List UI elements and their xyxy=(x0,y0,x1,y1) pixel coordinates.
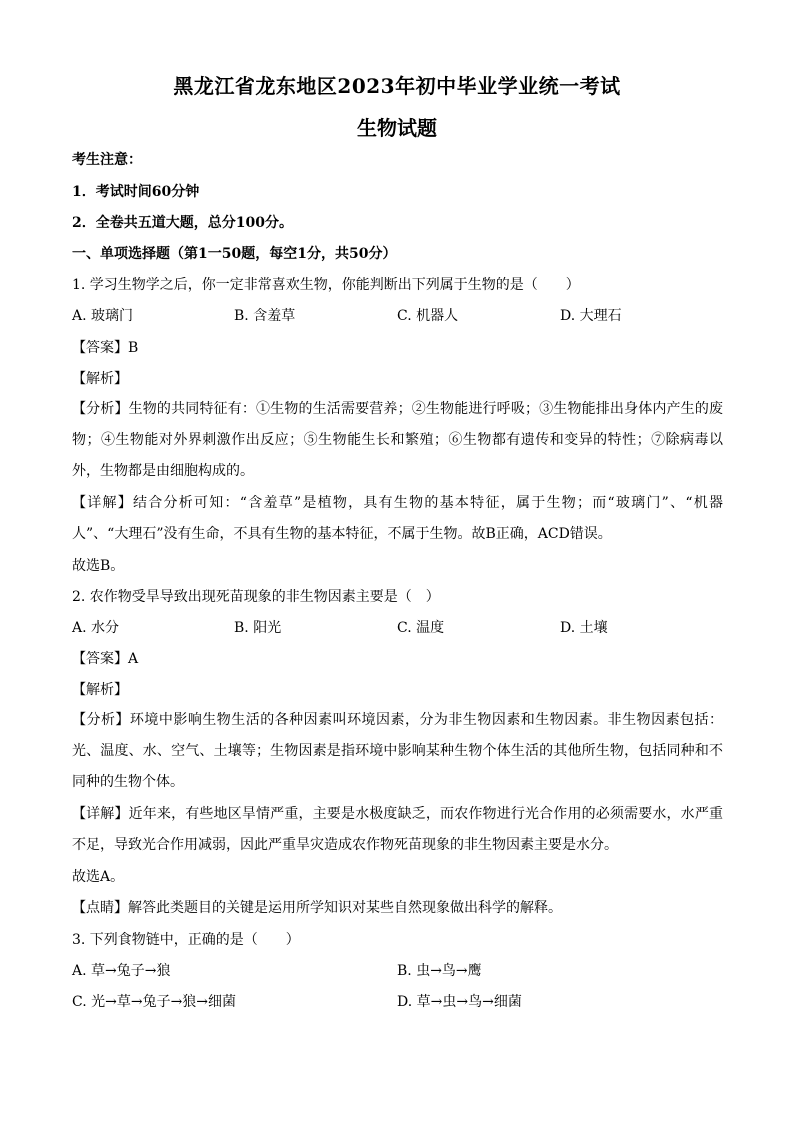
q3-option-a: A. 草→兔子→狼 xyxy=(72,963,171,979)
q2-option-b: B. 阳光 xyxy=(234,620,282,636)
q1-conclusion: 故选B。 xyxy=(72,558,125,574)
q1-option-a: A. 玻璃门 xyxy=(72,308,134,324)
q3-option-c: C. 光→草→兔子→狼→细菌 xyxy=(72,994,237,1010)
q1-option-d: D. 大理石 xyxy=(560,308,622,324)
q2-dianjing: 【点睛】解答此类题目的关键是运用所学知识对某些自然现象做出科学的解释。 xyxy=(72,900,562,916)
exam-title: 黑龙江省龙东地区2023年初中毕业学业统一考试 xyxy=(173,74,621,98)
notice-item-1: 1．考试时间60分钟 xyxy=(72,184,200,200)
q1-answer: 【答案】B xyxy=(72,340,139,356)
q1-option-c: C. 机器人 xyxy=(397,308,459,324)
q3-option-d: D. 草→虫→鸟→细菌 xyxy=(397,994,522,1010)
q1-analysis-label: 【解析】 xyxy=(72,371,128,387)
q2-option-a: A. 水分 xyxy=(72,620,120,636)
notice-item-2: 2．全卷共五道大题，总分100分。 xyxy=(72,215,293,231)
q2-option-d: D. 土壤 xyxy=(560,620,608,636)
section-heading: 一、单项选择题（第1一50题，每空1分，共50分） xyxy=(72,246,397,262)
question-1-stem: 1. 学习生物学之后，你一定非常喜欢生物，你能判断出下列属于生物的是（ ） xyxy=(72,277,580,293)
q2-fenxi: 【分析】环境中影响生物生活的各种因素叫环境因素，分为非生物因素和生物因素。非生物因素包括：光、温度、水、空气、土壤等；生物因素是指环境中影响某种生物个体生活的其他所生物，包括同种和不同种的生物个体。 xyxy=(72,712,723,790)
q2-option-c: C. 温度 xyxy=(397,620,445,636)
question-3-stem: 3. 下列食物链中，正确的是（ ） xyxy=(72,932,300,948)
q1-xiangjie: 【详解】结合分析可知：“含羞草”是植物，具有生物的基本特征，属于生物；而“玻璃门”、“机器人”、“大理石”没有生命，不具有生物的基本特征，不属于生物。故B正确，ACD错误。 xyxy=(72,495,723,542)
exam-subject: 生物试题 xyxy=(357,116,437,140)
q2-conclusion: 故选A。 xyxy=(72,869,125,885)
q1-fenxi: 【分析】生物的共同特征有：①生物的生活需要营养；②生物能进行呼吸；③生物能排出身体内产生的废物；④生物能对外界刺激作出反应；⑤生物能生长和繁殖；⑥生物都有遗传和变异的特性；⑦除病毒以外，生物都是由细胞构成的。 xyxy=(72,401,723,479)
question-2-stem: 2. 农作物受旱导致出现死苗现象的非生物因素主要是（ ） xyxy=(72,589,440,605)
q2-analysis-label: 【解析】 xyxy=(72,682,128,698)
q3-option-b: B. 虫→鸟→鹰 xyxy=(397,963,482,979)
q2-answer: 【答案】A xyxy=(72,651,139,667)
notice-heading: 考生注意： xyxy=(72,152,142,168)
q2-xiangjie: 【详解】近年来，有些地区旱情严重，主要是水极度缺乏，而农作物进行光合作用的必须需要水，水严重不足，导致光合作用减弱，因此严重旱灾造成农作物死苗现象的非生物因素主要是水分。 xyxy=(72,806,723,853)
q1-option-b: B. 含羞草 xyxy=(234,308,296,324)
